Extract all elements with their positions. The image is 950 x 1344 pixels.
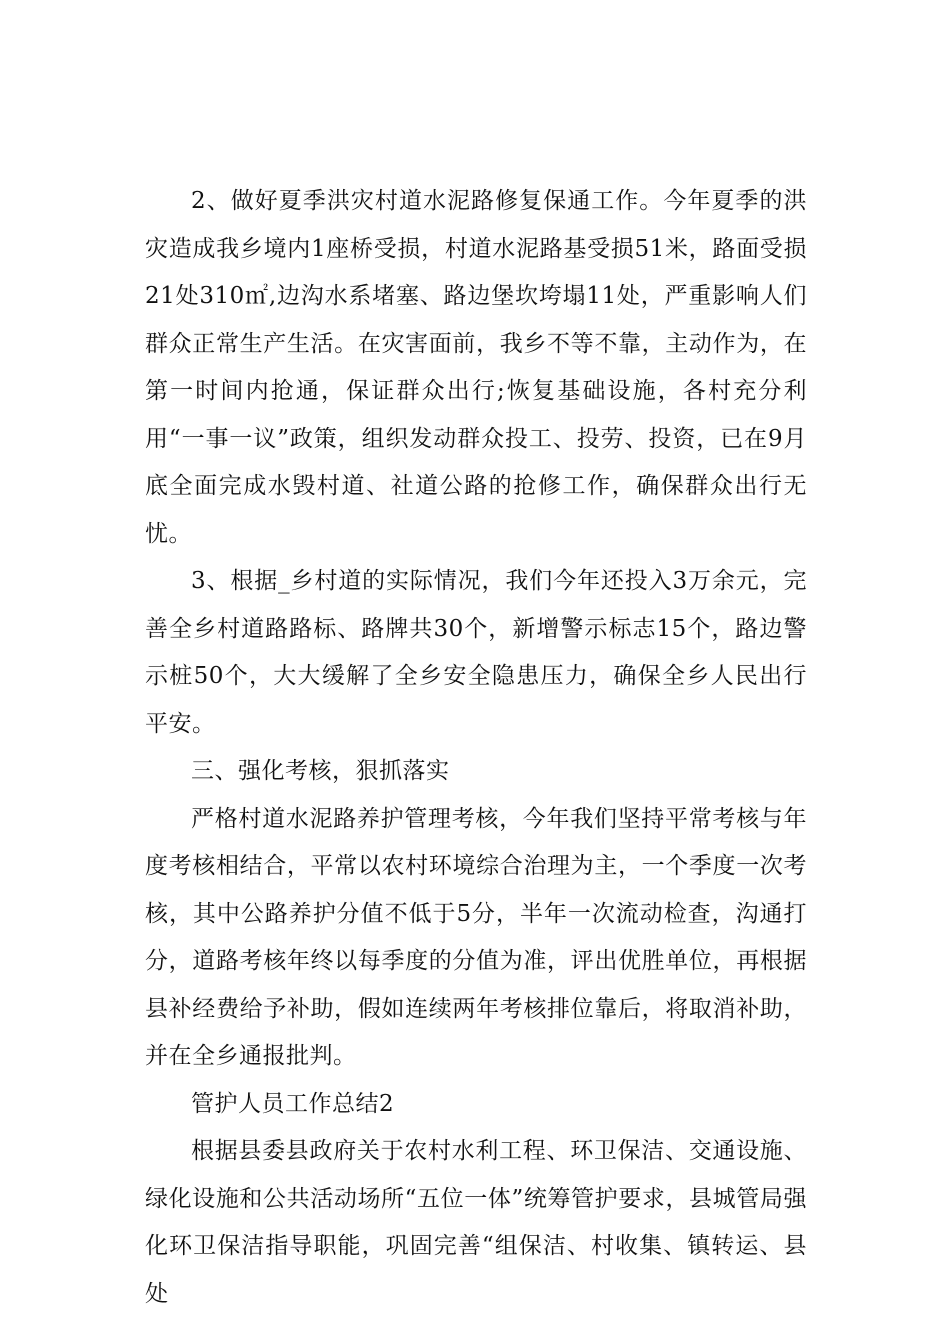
paragraph-road-signs: 3、根据_乡村道的实际情况，我们今年还投入3万余元，完善全乡村道路路标、路牌共30个，新增警示标志15个，路边警示桩50个，大大缓解了全乡安全隐患压力，确保全乡人民出行平安。 — [145, 568, 807, 737]
paragraph-integrated-management: 根据县委县政府关于农村水利工程、环卫保洁、交通设施、绿化设施和公共活动场所“五位一体”统筹管护要求，县城管局强化环卫保洁指导职能，巩固完善“组保洁、村收集、镇转运、县处 — [145, 1138, 807, 1307]
paragraph-flood-road-repair: 2、做好夏季洪灾村道水泥路修复保通工作。今年夏季的洪灾造成我乡境内1座桥受损，村道水泥路基受损51米，路面受损21处310㎡,边沟水系堵塞、路边堡坎垮塌11处，严重影响人们群众正常生产生活。在灾害面前，我乡不等不靠，主动作为，在第一时间内抢通，保证群众出行;恢复基础设施，各村充分利用“一事一议”政策，组织发动群众投工、投劳、投资，已在9月底全面完成水毁村道、社道公路的抢修工作，确保群众出行无忧。 — [145, 188, 807, 547]
paragraph-assessment: 严格村道水泥路养护管理考核，今年我们坚持平常考核与年度考核相结合，平常以农村环境综合治理为主，一个季度一次考核，其中公路养护分值不低于5分，半年一次流动检查，沟通打分，道路考核年终以每季度的分值为准，评出优胜单位，再根据县补经费给予补助，假如连续两年考核排位靠后，将取消补助，并在全乡通报批判。 — [145, 805, 807, 1069]
document-body — [145, 178, 807, 1318]
section-heading-assessment: 三、强化考核，狠抓落实 — [191, 758, 450, 784]
section-heading-summary-2: 管护人员工作总结2 — [191, 1090, 395, 1117]
